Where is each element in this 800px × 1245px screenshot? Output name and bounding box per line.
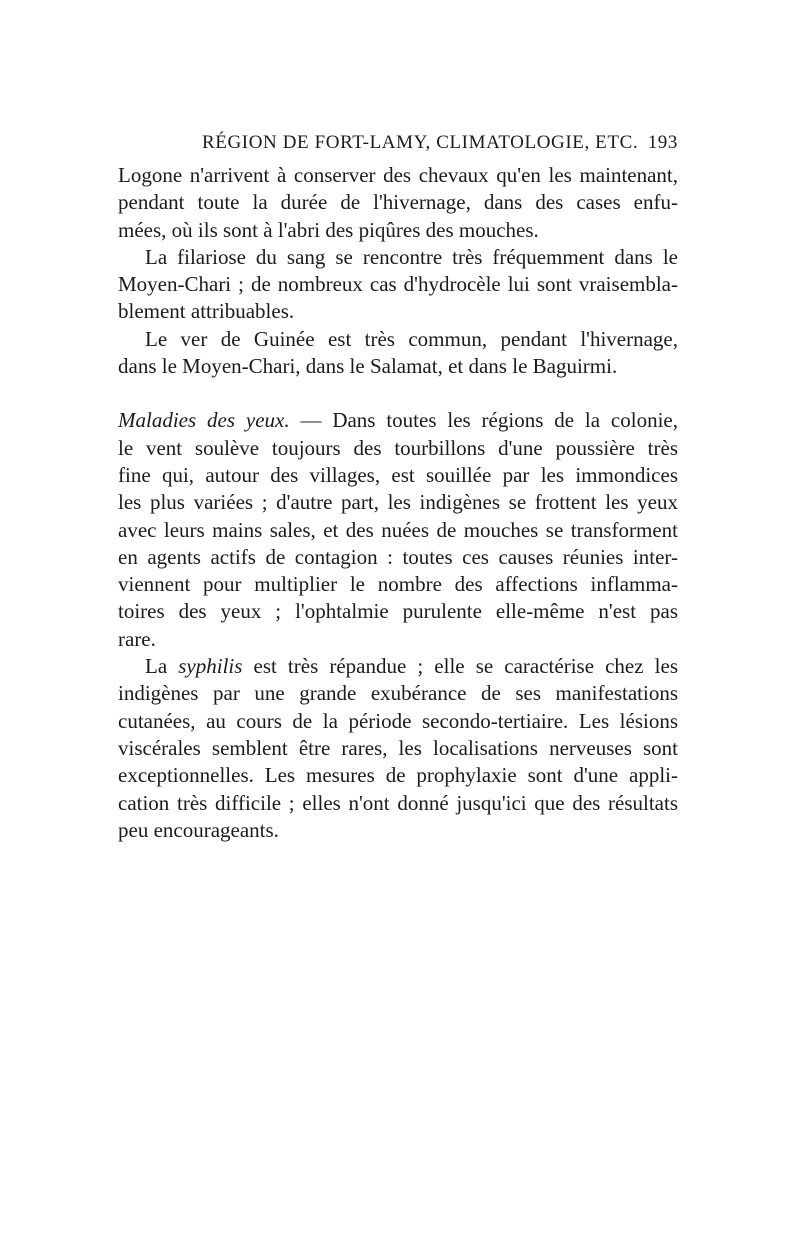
text-line: Le ver de Guinée est très commun, pendant l'hivernage, [145,326,678,351]
text-line: le vent soulève toujours des tourbillons d'une poussière très [118,435,678,460]
text-line: fine qui, autour des villages, est souillée par les immondices [118,462,678,487]
text-line: rare. [118,626,156,651]
paragraph-maladies-des-yeux [118,407,678,653]
text-line: en agents actifs de contagion : toutes ces causes réunies inter- [118,544,678,569]
text-line: pendant toute la durée de l'hivernage, dans des cases enfu- [118,190,678,215]
text-line: dans le Moyen-Chari, dans le Salamat, et dans le Baguirmi. [118,354,618,379]
text-run: La [145,654,179,679]
text-line: cation très difficile ; elles n'ont donné jusqu'ici que des résultats [118,790,678,815]
text-line: peu encourageants. [118,817,279,842]
text-run: est très répandue ; elle se caractérise chez les [242,654,678,679]
body-text [118,162,678,844]
text-line: viscérales semblent être rares, les localisations nerveuses sont [118,735,678,760]
text-line [118,653,678,680]
text-line: La filariose du sang se rencontre très fréquemment dans le [145,244,678,269]
section-heading: Maladies des yeux. [118,408,290,433]
text-line: cutanées, au cours de la période secondo-tertiaire. Les lésions [118,708,678,733]
paragraph-ver-de-guinee [118,326,678,381]
text-line: indigènes par une grande exubérance de ses manifestations [118,681,678,706]
running-title: RÉGION DE FORT-LAMY, CLIMATOLOGIE, ETC. [202,132,639,153]
text-line [118,407,678,434]
paragraph-syphilis [118,653,678,844]
paragraph-horses [118,162,678,244]
text-line: Logone n'arrivent à conserver des chevaux qu'en les maintenant, [118,163,678,187]
text-line: viennent pour multiplier le nombre des affections inflamma- [118,572,678,597]
italic-term: syphilis [178,654,243,679]
text-run: — Dans toutes les régions de la colonie, [289,408,678,433]
text-line: blement attribuables. [118,299,295,324]
running-head [118,132,678,158]
text-line: toires des yeux ; l'ophtalmie purulente elle-même n'est pas [118,599,678,624]
section-gap [118,380,678,407]
text-line: Moyen-Chari ; de nombreux cas d'hydrocèle lui sont vraisembla- [118,272,678,297]
page-number: 193 [647,132,678,153]
text-line: les plus variées ; d'autre part, les indigènes se frottent les yeux [118,490,678,515]
paragraph-filariose [118,244,678,326]
text-line: avec leurs mains sales, et des nuées de mouches se transforment [118,517,678,542]
text-line: mées, où ils sont à l'abri des piqûres des mouches. [118,217,539,242]
text-line: exceptionnelles. Les mesures de prophylaxie sont d'une appli- [118,763,678,788]
